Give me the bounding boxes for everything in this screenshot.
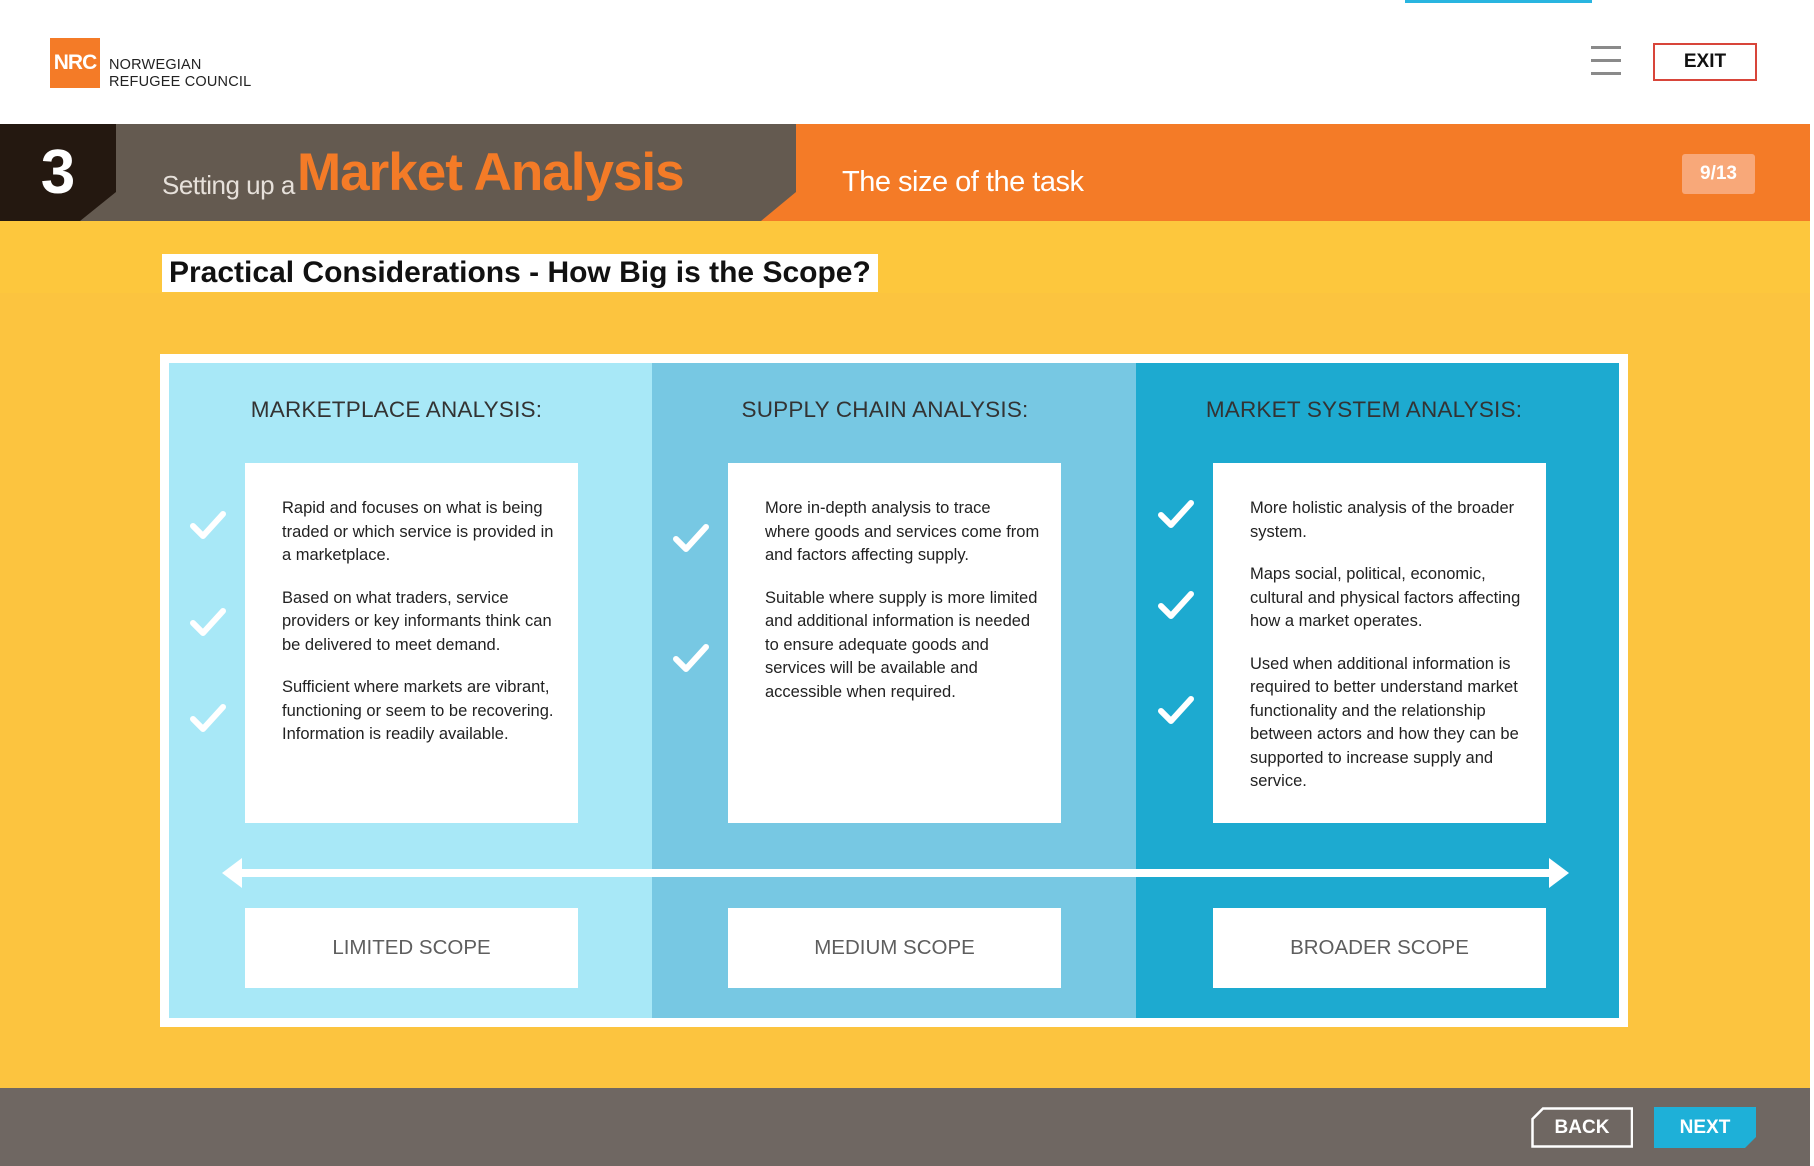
double-arrow-icon <box>222 856 1569 890</box>
column-title-supply-chain: SUPPLY CHAIN ANALYSIS: <box>741 397 1029 422</box>
top-header <box>0 0 1810 124</box>
card-paragraph: Based on what traders, service providers or key informants think can be delivered to meet demand. <box>282 588 552 654</box>
menu-icon[interactable] <box>1591 46 1621 78</box>
check-icon <box>1156 690 1196 730</box>
next-label: NEXT <box>1679 1117 1731 1138</box>
logo-abbr: NRC <box>53 51 97 74</box>
page-heading: Practical Considerations - How Big is the Scope? <box>162 254 878 292</box>
check-icon <box>188 602 228 642</box>
check-icon <box>671 638 711 678</box>
scope-limited: LIMITED SCOPE <box>245 908 578 988</box>
section-band-corner <box>761 192 796 221</box>
section-title: The size of the task <box>842 166 1084 198</box>
back-button[interactable] <box>1531 1107 1633 1148</box>
scope-medium: MEDIUM SCOPE <box>728 908 1061 988</box>
check-icon <box>671 518 711 558</box>
scope-broader: BROADER SCOPE <box>1213 908 1546 988</box>
card-paragraph: More holistic analysis of the broader system. <box>1250 499 1515 541</box>
card-market-system <box>1213 463 1546 823</box>
window-edge <box>1810 0 1814 1166</box>
exit-button[interactable]: EXIT <box>1653 43 1757 81</box>
card-paragraph: More in-depth analysis to trace where goods and services come from and factors affecting supply. <box>765 499 1040 564</box>
column-title-market-system: MARKET SYSTEM ANALYSIS: <box>1205 397 1523 422</box>
card-marketplace <box>245 463 578 823</box>
check-icon <box>1156 494 1196 534</box>
next-button[interactable] <box>1654 1107 1756 1148</box>
module-title-prefix: Setting up a <box>162 170 295 200</box>
card-supply-chain <box>728 463 1061 823</box>
check-icon <box>188 505 228 545</box>
progress-indicator <box>1405 0 1592 3</box>
module-title: Market Analysis <box>297 143 684 202</box>
card-paragraph: Rapid and focuses on what is being traded or which service is provided in a marketplace. <box>282 499 554 564</box>
logo-line-2: REFUGEE COUNCIL <box>109 74 252 90</box>
back-label: BACK <box>1554 1117 1610 1138</box>
check-icon <box>1156 585 1196 625</box>
column-title-marketplace: MARKETPLACE ANALYSIS: <box>250 397 543 422</box>
card-paragraph: Sufficient where markets are vibrant, functioning or seem to be recovering. Information is readily available. <box>282 678 554 743</box>
card-paragraph: Used when additional information is required to better understand market functionality and the relationship between actors and how they can be supported to increase supply and service. <box>1250 654 1519 790</box>
page-counter: 9/13 <box>1682 154 1755 194</box>
logo-text <box>109 57 251 91</box>
card-paragraph: Suitable where supply is more limited and additional information is needed to ensure adequate goods and services will be available and accessible when required. <box>765 588 1038 701</box>
logo-line-1: NORWEGIAN <box>109 57 202 73</box>
check-icon <box>188 698 228 738</box>
card-paragraph: Maps social, political, economic, cultural and physical factors affecting how a market operates. <box>1250 565 1521 630</box>
title-band-corner <box>80 192 116 221</box>
module-number: 3 <box>0 124 116 221</box>
nrc-logo <box>50 38 100 88</box>
